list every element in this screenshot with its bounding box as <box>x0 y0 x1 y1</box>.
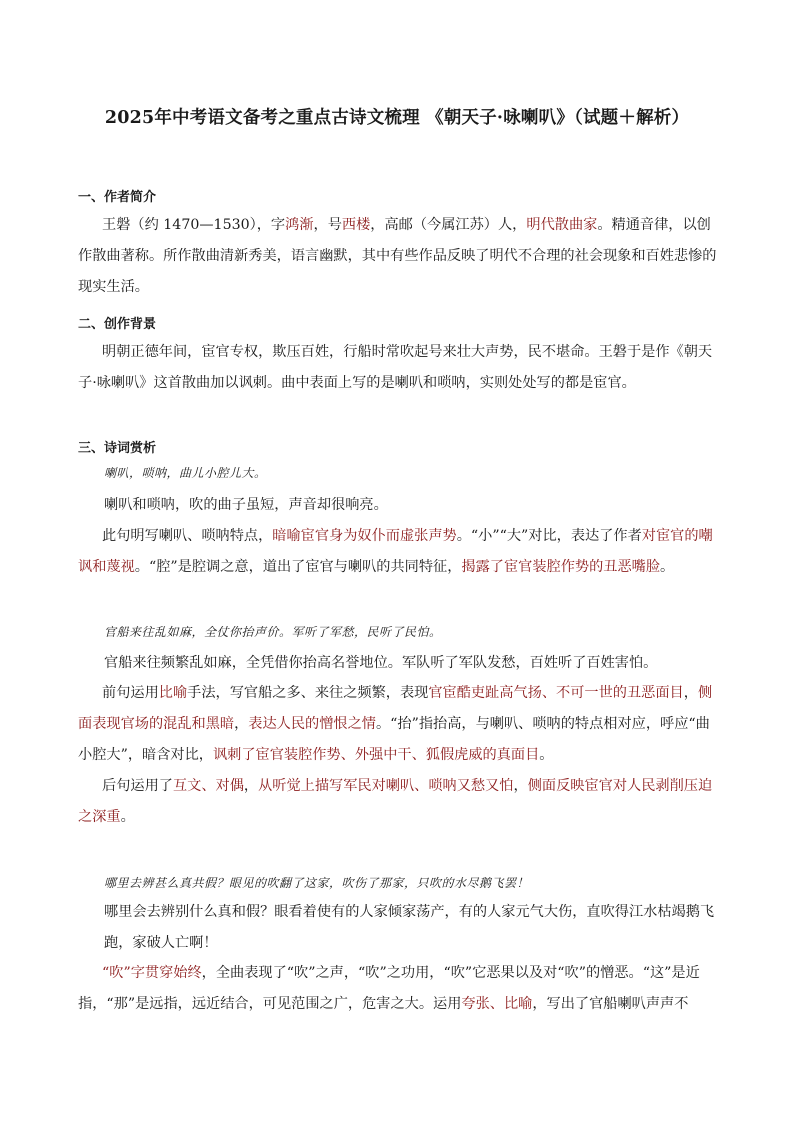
highlight-span: 讽刺了宦官装腔作势、外强中干、狐假虎威的真面目 <box>212 747 540 763</box>
verse-line-3: 哪里去辨甚么真共假？眼见的吹翻了这家，吹伤了那家，只吹的水尽鹅飞罢！ <box>104 876 530 890</box>
translation-3: 哪里会去辨别什么真和假？眼看着使有的人家倾家荡产，有的人家元气大伤，直吹得江水枯竭鹅飞跑，家破人亡啊！ <box>104 904 715 951</box>
text-span: ，号 <box>313 217 342 233</box>
text-span: 。“腔”是腔调之意，道出了宦官与喇叭的共同特征， <box>134 559 462 575</box>
highlight-span: 从听觉上描写军民对喇叭、唢呐又愁又怕 <box>258 778 514 794</box>
text-span: 王磐（约 1470—1530），字 <box>102 217 286 233</box>
document-title: 2025年中考语文备考之重点古诗文梳理 《朝天子·咏喇叭》（试题＋解析） <box>104 108 690 128</box>
background-paragraph: 明朝正德年间，宦官专权，欺压百姓，行船时常吹起号来壮大声势，民不堪命。王磐于是作《朝天子·咏喇叭》这首散曲加以讽刺。曲中表面上写的是喇叭和唢呐，实则处处写的都是宦官。 <box>78 344 713 391</box>
text-span: 手法，写官船之多、来往之频繁，表现 <box>187 685 429 701</box>
text-span: 。 <box>539 747 554 763</box>
translation-1: 喇叭和唢呐，吹的曲子虽短，声音却很响亮。 <box>104 497 388 513</box>
text-span: ，高邮（今属江苏）人， <box>370 217 527 233</box>
text-span: 。 <box>660 559 675 575</box>
text-span: ， <box>513 778 528 794</box>
highlight-span: 明代散曲家 <box>526 217 598 233</box>
section-heading-author: 一、作者简介 <box>78 190 157 205</box>
text-span: 。“抬”指抬高，与喇叭、唢呐的特点相对应，呼应“曲小腔大”，暗含对比， <box>78 716 710 763</box>
text-span: ， <box>683 685 698 701</box>
text-span: 前句运用 <box>102 685 159 701</box>
highlight-span: 侧面表现官场的混乱和黑暗 <box>78 685 713 732</box>
highlight-span: 夸张、比喻 <box>461 996 533 1012</box>
text-span: 此句明写喇叭、唢呐特点， <box>102 528 273 544</box>
highlight-span: 暗喻宦官身为奴仆而虚张声势 <box>272 528 457 544</box>
highlight-span: 对宦官的嘲讽和蔑视 <box>78 528 713 575</box>
analysis-2 <box>78 678 718 771</box>
analysis-1 <box>78 521 718 583</box>
analysis-4 <box>78 958 718 1020</box>
highlight-span: 比喻 <box>158 685 188 701</box>
text-span: 后句运用了 <box>102 778 173 794</box>
text-span: 。 <box>120 809 135 825</box>
highlight-span: 西楼 <box>341 217 371 233</box>
highlight-span: 侧面反映宦官对人民剥削压迫之深重 <box>78 778 713 825</box>
text-span: ， <box>234 716 249 732</box>
verse-line-2: 官船来往乱如麻，全仗你抬声价。军听了军愁，民听了民怕。 <box>104 625 442 639</box>
highlight-span: 鸿渐 <box>285 217 314 233</box>
highlight-span: 官宦酷吏趾高气扬、不可一世的丑恶面目 <box>428 685 684 701</box>
analysis-3 <box>78 771 718 833</box>
section-heading-background: 二、创作背景 <box>78 317 157 332</box>
section-heading-appreciation: 三、诗词赏析 <box>78 441 157 456</box>
text-span: 。精通音律，以创作散曲著称。所作散曲清新秀美，语言幽默，其中有些作品反映了明代不合理的社会现象和百姓悲惨的现实生活。 <box>78 217 717 295</box>
text-span: ，写出了官船喇叭声声不 <box>532 996 689 1012</box>
text-span: ，全曲表现了“吹”之声，“吹”之功用，“吹”它恶果以及对“吹”的憎恶。“这”是近指，“那”是远指，远近结合，可见范围之广，危害之大。运用 <box>78 965 700 1012</box>
highlight-span: 表达人民的憎恨之情 <box>248 716 376 732</box>
author-paragraph <box>78 210 718 303</box>
verse-line-1: 喇叭，唢呐，曲儿小腔儿大。 <box>104 466 267 480</box>
highlight-span: “吹”字贯穿始终 <box>102 965 202 981</box>
translation-2: 官船来往频繁乱如麻，全凭借你抬高名誉地位。军队听了军队发愁，百姓听了百姓害怕。 <box>104 655 658 671</box>
text-span: ， <box>243 778 259 794</box>
highlight-span: 互文、对偶 <box>172 778 244 794</box>
highlight-span: 揭露了宦官装腔作势的丑恶嘴脸 <box>461 559 661 575</box>
text-span: 。“小”“大”对比，表达了作者 <box>456 528 642 544</box>
